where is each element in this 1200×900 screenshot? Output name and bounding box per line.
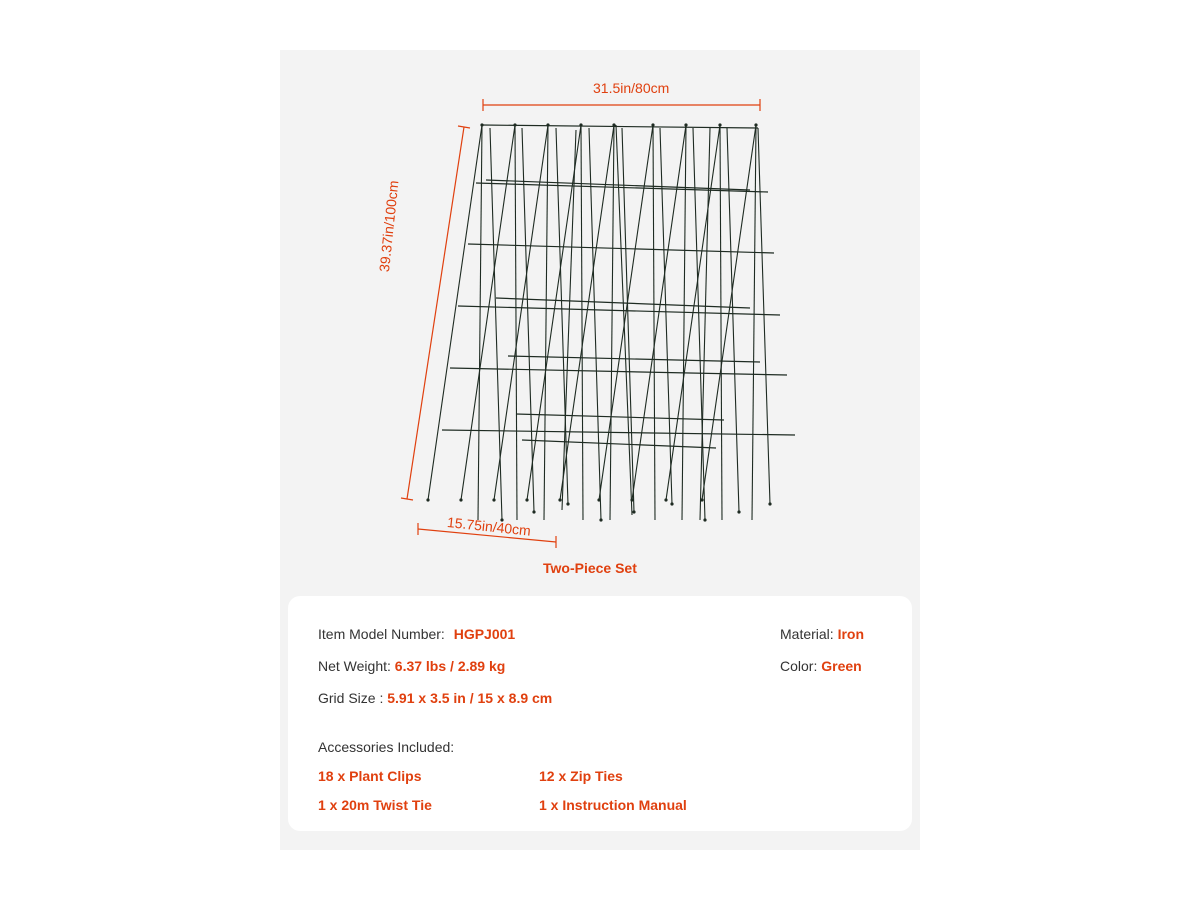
color-row: [780, 658, 862, 674]
net-weight-label: Net Weight:: [318, 658, 391, 674]
model-number-row: [318, 626, 515, 642]
material-value: Iron: [837, 626, 865, 642]
grid-size-value: 5.91 x 3.5 in / 15 x 8.9 cm: [387, 690, 553, 706]
material-row: [780, 626, 864, 642]
accessory-item: 1 x 20m Twist Tie: [318, 797, 432, 813]
accessory-item: 12 x Zip Ties: [539, 768, 623, 784]
trellis-illustration: [280, 50, 920, 590]
accessory-item: 1 x Instruction Manual: [539, 797, 687, 813]
model-number-value: HGPJ001: [453, 626, 516, 642]
width-dimension-label: 31.5in/80cm: [593, 80, 670, 96]
set-label: Two-Piece Set: [543, 560, 637, 576]
accessory-item: 18 x Plant Clips: [318, 768, 422, 784]
color-value: Green: [821, 658, 862, 674]
product-image-panel: [280, 50, 920, 850]
dimension-lines: [401, 99, 760, 548]
grid-size-row: [318, 690, 552, 706]
depth-dimension-label: 15.75in/40cm: [446, 514, 532, 539]
material-label: Material:: [780, 626, 834, 642]
net-weight-row: [318, 658, 505, 674]
spec-card: [288, 596, 912, 831]
net-weight-value: 6.37 lbs / 2.89 kg: [394, 658, 506, 674]
height-dimension-label: 39.37in/100cm: [376, 179, 402, 273]
grid-size-label: Grid Size :: [318, 690, 384, 706]
trellis-wires: [426, 123, 795, 521]
color-label: Color:: [780, 658, 818, 674]
model-number-label: Item Model Number:: [318, 626, 445, 642]
accessories-title: Accessories Included:: [318, 739, 455, 755]
